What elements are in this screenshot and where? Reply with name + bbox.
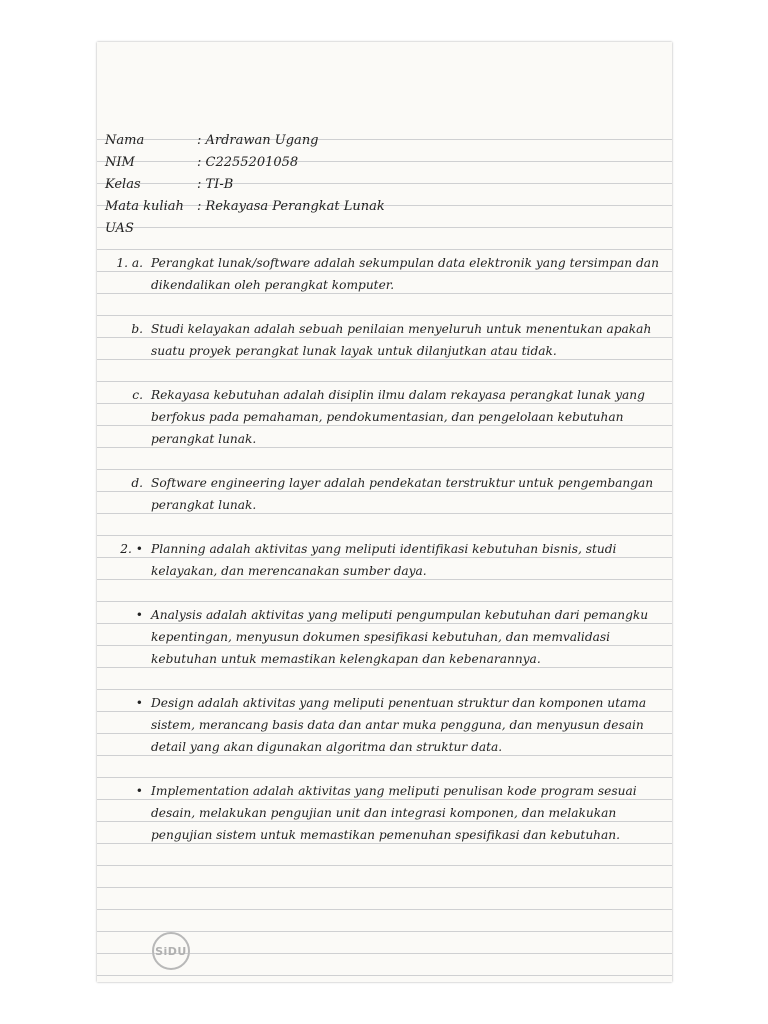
answer-text: Rekayasa kebutuhan adalah disiplin ilmu dalam rekayasa perangkat lunak yang berfokus pada pemahaman, pendokumentasian, dan pengelolaan kebutuhan perangkat lunak. (151, 388, 645, 446)
answer-number: d. (131, 476, 143, 490)
answer-text: Implementation adalah aktivitas yang meliputi penulisan kode program sesuai desain, melakukan pengujian unit dan integrasi komponen, dan melakukan pengujian sistem untuk memastikan pemenuhan spesifikasi dan kebutuhan. (151, 784, 637, 842)
answer-text: Studi kelayakan adalah sebuah penilaian menyeluruh untuk menentukan apakah suatu proyek perangkat lunak layak untuk dilanjutkan atau tidak. (151, 322, 652, 358)
nim-value: : C2255201058 (197, 155, 299, 170)
answer-1c (105, 384, 665, 450)
name-row (105, 130, 525, 152)
answer-1d (105, 472, 665, 516)
course-row (105, 196, 525, 218)
answer-number: • (135, 608, 143, 622)
answer-text: Planning adalah aktivitas yang meliputi identifikasi kebutuhan bisnis, studi kelayakan, dan merencanakan sumber daya. (151, 542, 617, 578)
answer-1b (105, 318, 665, 362)
answer-number: 2. • (120, 542, 143, 556)
class-value: : TI-B (197, 177, 234, 192)
name-value: : Ardrawan Ugang (197, 133, 319, 148)
answer-number: c. (132, 388, 143, 402)
answer-text: Perangkat lunak/software adalah sekumpulan data elektronik yang tersimpan dan dikendalikan oleh perangkat komputer. (151, 256, 659, 292)
answer-number: 1. a. (116, 256, 143, 270)
answer-2-analysis (105, 604, 665, 670)
student-info (105, 130, 525, 240)
answer-1a (105, 252, 665, 296)
answer-2-planning (105, 538, 665, 582)
name-label: Nama (105, 133, 145, 148)
nim-label: NIM (105, 155, 135, 170)
exam-label: UAS (105, 221, 134, 236)
answer-2-design (105, 692, 665, 758)
answer-text: Design adalah aktivitas yang meliputi penentuan struktur dan komponen utama sistem, merancang basis data dan antar muka pengguna, dan menyusun desain detail yang akan digunakan algoritma dan struktur data. (151, 696, 647, 754)
answer-number: • (135, 696, 143, 710)
answers (105, 252, 665, 868)
class-row (105, 174, 525, 196)
nim-row (105, 152, 525, 174)
answer-2-implementation (105, 780, 665, 846)
course-label: Mata kuliah (105, 199, 184, 214)
course-value: : Rekayasa Perangkat Lunak (197, 199, 385, 214)
sidu-logo: SiDU (152, 932, 190, 970)
class-label: Kelas (105, 177, 141, 192)
answer-number: b. (131, 322, 143, 336)
answer-text: Software engineering layer adalah pendekatan terstruktur untuk pengembangan perangkat lunak. (151, 476, 654, 512)
notebook-page (97, 42, 672, 982)
exam-row (105, 218, 525, 240)
answer-text: Analysis adalah aktivitas yang meliputi pengumpulan kebutuhan dari pemangku kepentingan, menyusun dokumen spesifikasi kebutuhan, dan memvalidasi kebutuhan untuk memastikan kelengkapan dan kebenarannya. (151, 608, 649, 666)
answer-number: • (135, 784, 143, 798)
